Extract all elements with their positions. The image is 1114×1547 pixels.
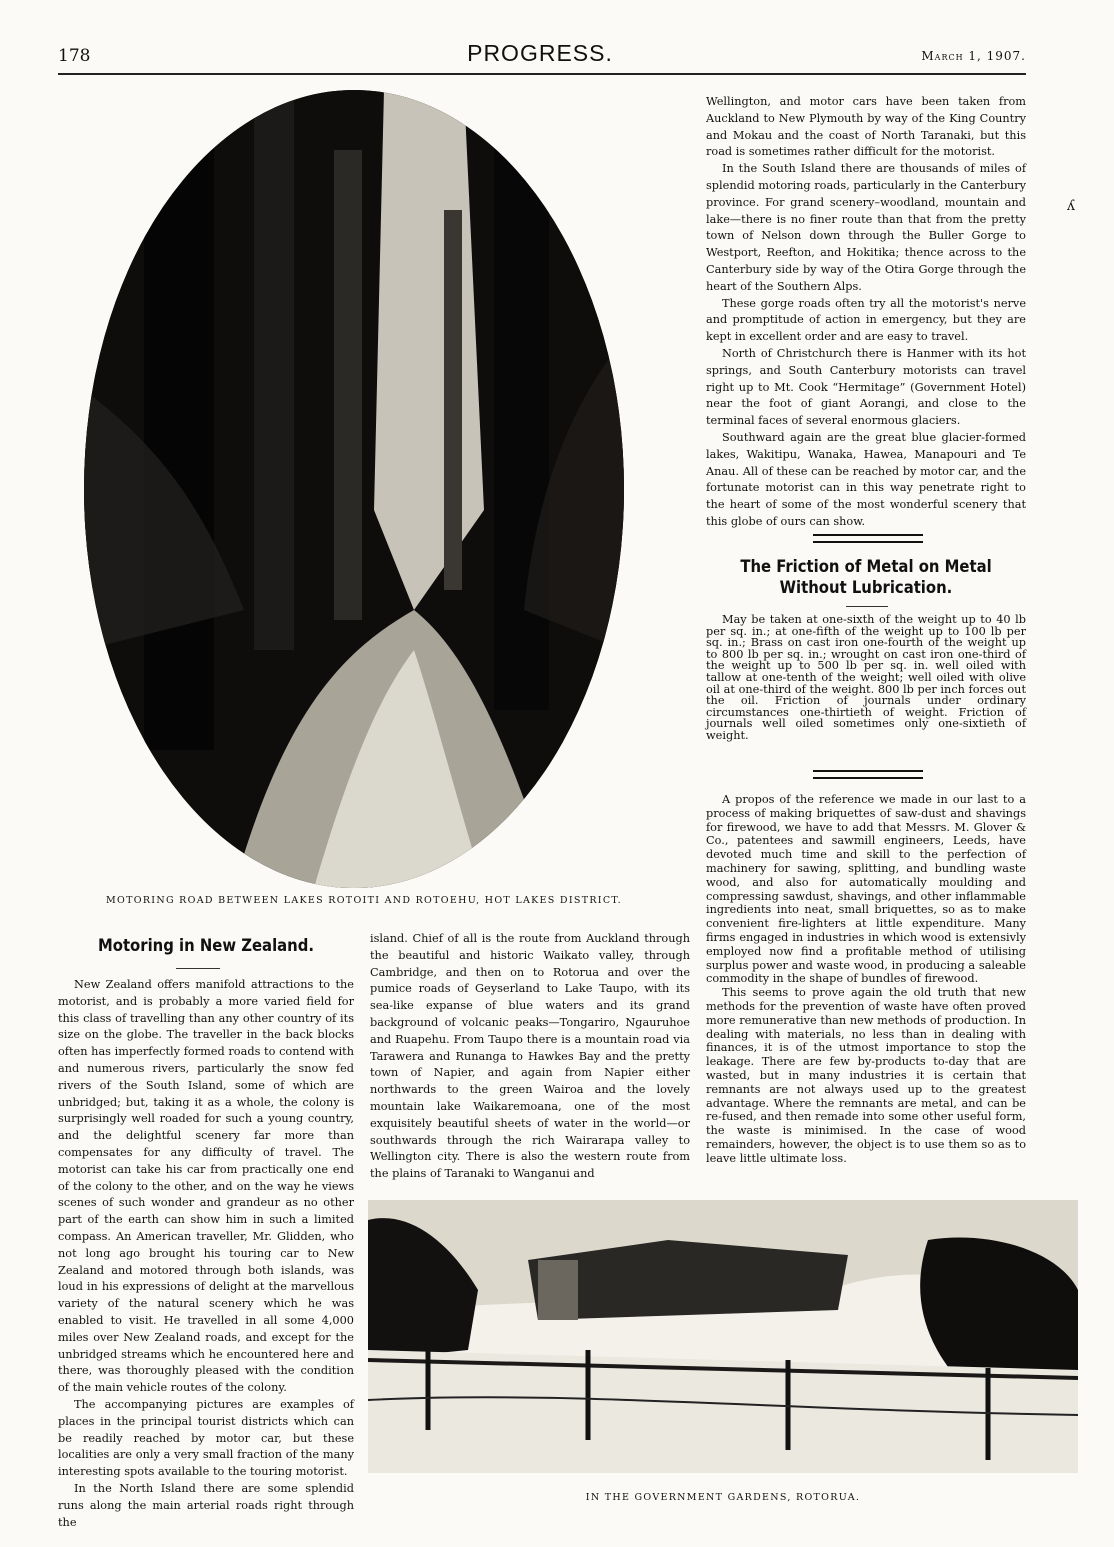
title-underline — [176, 968, 220, 969]
forest-road-photo — [84, 90, 624, 888]
page-number: 178 — [58, 46, 91, 66]
friction-article-body — [706, 614, 1026, 742]
paragraph: Southward again are the great blue glacier-formed lakes, Wakitipu, Wanaka, Hawea, Manapouri and Te Anau. All of these can be reached by motor car, and the fortunate motorist can in this way penetrate right to the heart of some of the most wonderful scenery that this globe of ours can show. — [706, 430, 1026, 528]
briquettes-article — [706, 793, 1026, 1166]
motoring-column-2 — [370, 931, 690, 1183]
paragraph: This seems to prove again the old truth that new methods for the prevention of waste have often proved more remunerative than new methods of production. In dealing with materials, no less than in dealing with finances, it is of the utmost importance to stop the leakage. There are few by-products to-day that are wasted, but in many industries it is certain that remnants are not always used up to the greatest advantage. Where the remnants are metal, and can be re-fused, and then remade into some other useful form, the waste is minimised. In the case of wood remainders, however, the object is to use them so as to leave little ultimate loss. — [706, 986, 1026, 1165]
top-photo-caption: MOTORING ROAD BETWEEN LAKES ROTOITI AND ROTOEHU, HOT LAKES DISTRICT. — [106, 895, 622, 906]
paragraph: New Zealand offers manifold attractions to the motorist, and is probably a more varied field for this class of travelling than any other country of its size on the globe. The traveller in the back blocks often has imperfectly formed roads to contend with and numerous rivers, particularly the snow fed rivers of the South Island, some of which are unbridged; but, taking it as a whole, the colony is surprisingly well roaded for such a young country, and the delightful scenery far more than compensates for any difficulty of travel. The motorist can take his car from practically one end of the colony to the other, and on the way he views scenes of such wonder and grandeur as no other part of the earth can show him in such a limited compass. An American traveller, Mr. Glidden, who not long ago brought his touring car to New Zealand and motored through both islands, was loud in his expressions of delight at the marvellous variety of the natural scenery which he was enabled to visit. He travelled in all some 4,000 miles over New Zealand roads, and except for the unbridged streams which he encountered here and there, was thoroughly pleased with the condition of the main vehicle routes of the colony. — [58, 978, 354, 1395]
section-divider — [813, 770, 923, 779]
paragraph: The accompanying pictures are examples of places in the principal tourist districts which can be readily reached by motor car, but these localities are only a very small fraction of the many interesting spots available to the touring motorist. — [58, 1397, 354, 1479]
paragraph: A propos of the reference we made in our last to a process of making briquettes of saw-dust and shavings for firewood, we have to add that Messrs. M. Glover & Co., patentees and sawmill engineers, Leeds, have devoted much time and skill to the perfection of machinery for sawing, splitting, and bundling waste wood, and also for automatically moulding and compressing sawdust, shavings, and other inflammable ingredients into neat, small briquettes, so as to make convenient fire-lighters at little expenditure. Many firms engaged in industries in which wood is extensivly employed now find a profitable method of utilising surplus power and waste wood, in producing a saleable commodity in the shape of bundles of firewood. — [706, 793, 1026, 986]
title-underline — [846, 606, 888, 607]
right-column-text — [706, 94, 1026, 531]
motoring-column-1 — [58, 977, 354, 1531]
government-gardens-photo — [368, 1200, 1078, 1473]
paragraph: May be taken at one-sixth of the weight up to 40 lb per sq. in.; at one-fifth of the weight up to 100 lb per sq. in.; Brass on cast iron one-fourth of the weight up to 800 lb per sq. in.; wrought on cast iron one-third of the weight up to 500 lb per sq. in. well oiled with tallow at one-tenth of the weight; well oiled with olive oil at one-third of the weight. 800 lb per inch forces out the oil. Friction of journals under ordinary circumstances one-thirtieth of weight. Friction of journals well oiled sometimes only one-sixtieth of weight. — [706, 613, 1026, 742]
section-divider — [813, 534, 923, 543]
paragraph: In the North Island there are some splendid runs along the main arterial roads right through the — [58, 1481, 354, 1529]
magazine-title: PROGRESS. — [467, 40, 613, 66]
bottom-photo-caption: IN THE GOVERNMENT GARDENS, ROTORUA. — [585, 1492, 861, 1503]
paragraph: island. Chief of all is the route from Auckland through the beautiful and historic Waikato valley, through Cambridge, and then on to Rotorua and over the pumice roads of Geyserland to Lake Taupo, with its sea-like expanse of blue waters and its grand background of volcanic peaks—Tongariro, Ngauruhoe and Ruapehu. From Taupo there is a mountain road via Tarawera and Runanga to Hawkes Bay and the pretty town of Napier, and again from Napier either northwards to the green Wairoa and the lovely mountain lake Waikaremoana, one of the most exquisitely beautiful sheets of water in the world—or southwards through the rich Wairarapa valley to Wellington city. There is also the western route from the plains of Taranaki to Wanganui and — [370, 932, 690, 1181]
issue-date: March 1, 1907. — [921, 49, 1026, 63]
paragraph: In the South Island there are thousands of miles of splendid motoring roads, particularly in the Canterbury province. For grand scenery–woodland, mountain and lake—there is no finer route than that from the pretty town of Nelson down through the Buller Gorge to Westport, Reefton, and Hokitika; thence across to the Canterbury side by way of the Otira Gorge through the heart of the Southern Alps. — [706, 162, 1026, 293]
paragraph: Wellington, and motor cars have been taken from Auckland to New Plymouth by way of the King Country and Mokau and the coast of North Taranaki, but this road is sometimes rather difficult for the motorist. — [706, 95, 1026, 159]
forest-road-illustration — [84, 90, 624, 888]
paragraph: North of Christchurch there is Hanmer with its hot springs, and South Canterbury motorists can travel right up to Mt. Cook “Hermitage” (Government Hotel) near the foot of giant Aorangi, and close to the terminal faces of several enormous glaciers. — [706, 346, 1026, 428]
motoring-article-title: Motoring in New Zealand. — [97, 936, 314, 955]
paragraph: These gorge roads often try all the motorist's nerve and promptitude of action in emergency, but they are kept in excellent order and are easy to travel. — [706, 296, 1026, 344]
header-rule — [58, 73, 1026, 75]
margin-mark: ʎ — [1067, 198, 1075, 214]
friction-article-title: The Friction of Metal on Metal Without Lubrication. — [740, 557, 992, 597]
gardens-illustration — [368, 1200, 1078, 1473]
